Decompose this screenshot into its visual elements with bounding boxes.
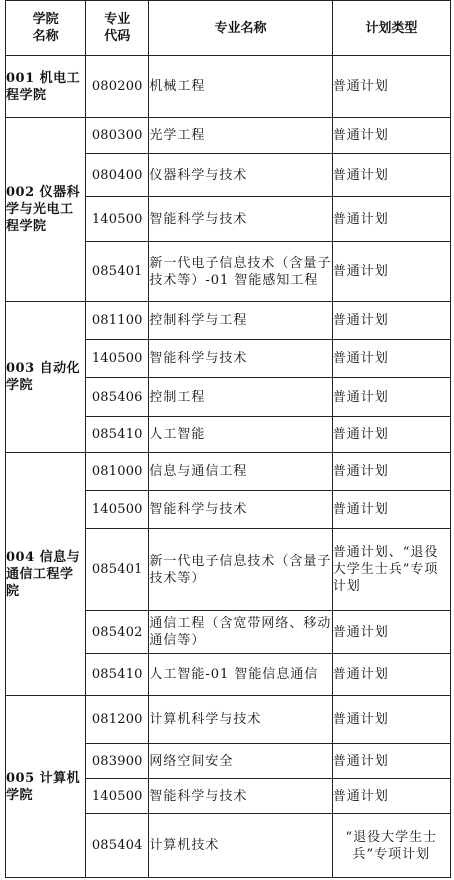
plan-type: 普通计划 [332,744,450,779]
major-name: 通信工程（含宽带网络、移动通信等） [149,611,332,654]
table-row [6,453,451,491]
college-name: 004 信息与通信工程学院 [6,453,86,696]
college-name: 001 机电工程学院 [6,56,86,118]
plan-type: 普通计划 [332,197,450,242]
college-name: 005 计算机学院 [6,696,86,878]
major-name: 智能科学与技术 [149,779,332,814]
plan-type: 普通计划 [332,453,450,491]
plan-type: 普通计划 [332,340,450,378]
major-name: 机械工程 [149,56,332,118]
plan-type: 普通计划 [332,696,450,744]
major-code: 140500 [86,197,149,242]
major-name: 新一代电子信息技术（含量子技术等）-01 智能感知工程 [149,242,332,302]
header-major-name: 专业名称 [149,1,332,56]
major-name: 人工智能-01 智能信息通信 [149,654,332,696]
header-plan-type: 计划类型 [332,1,450,56]
major-code: 083900 [86,744,149,779]
plan-type: 普通计划、“退役大学生士兵”专项计划 [332,529,450,611]
major-name: 新一代电子信息技术（含量子技术等） [149,529,332,611]
plan-type: “退役大学生士兵”专项计划 [332,814,450,878]
major-code: 081000 [86,453,149,491]
major-code: 080300 [86,118,149,154]
major-name: 计算机技术 [149,814,332,878]
header-college: 学院 名称 [6,1,86,56]
major-name: 智能科学与技术 [149,197,332,242]
major-code: 085410 [86,417,149,453]
major-code: 140500 [86,491,149,529]
major-code: 140500 [86,779,149,814]
major-name: 网络空间安全 [149,744,332,779]
major-code: 085401 [86,242,149,302]
header-code: 专业 代码 [86,1,149,56]
major-name: 控制工程 [149,378,332,417]
major-code: 080200 [86,56,149,118]
major-code: 140500 [86,340,149,378]
plan-type: 普通计划 [332,611,450,654]
plan-type: 普通计划 [332,302,450,340]
table-row [6,696,451,744]
major-code: 081200 [86,696,149,744]
plan-type: 普通计划 [332,779,450,814]
plan-type: 普通计划 [332,654,450,696]
plan-type: 普通计划 [332,56,450,118]
major-code: 085410 [86,654,149,696]
plan-type: 普通计划 [332,491,450,529]
major-name: 光学工程 [149,118,332,154]
college-name: 003 自动化学院 [6,302,86,453]
plan-type: 普通计划 [332,118,450,154]
major-name: 计算机科学与技术 [149,696,332,744]
major-name: 仪器科学与技术 [149,154,332,197]
major-name: 控制科学与工程 [149,302,332,340]
header-row [6,1,451,56]
major-name: 人工智能 [149,417,332,453]
major-code: 081100 [86,302,149,340]
major-name: 智能科学与技术 [149,340,332,378]
plan-type: 普通计划 [332,417,450,453]
table-row [6,56,451,118]
major-code: 080400 [86,154,149,197]
enrollment-table [5,0,451,878]
major-code: 085401 [86,529,149,611]
major-code: 085402 [86,611,149,654]
major-code: 085406 [86,378,149,417]
table-row [6,118,451,154]
major-name: 信息与通信工程 [149,453,332,491]
plan-type: 普通计划 [332,378,450,417]
plan-type: 普通计划 [332,154,450,197]
college-name: 002 仪器科学与光电工程学院 [6,118,86,302]
table-row [6,302,451,340]
major-code: 085404 [86,814,149,878]
plan-type: 普通计划 [332,242,450,302]
major-name: 智能科学与技术 [149,491,332,529]
